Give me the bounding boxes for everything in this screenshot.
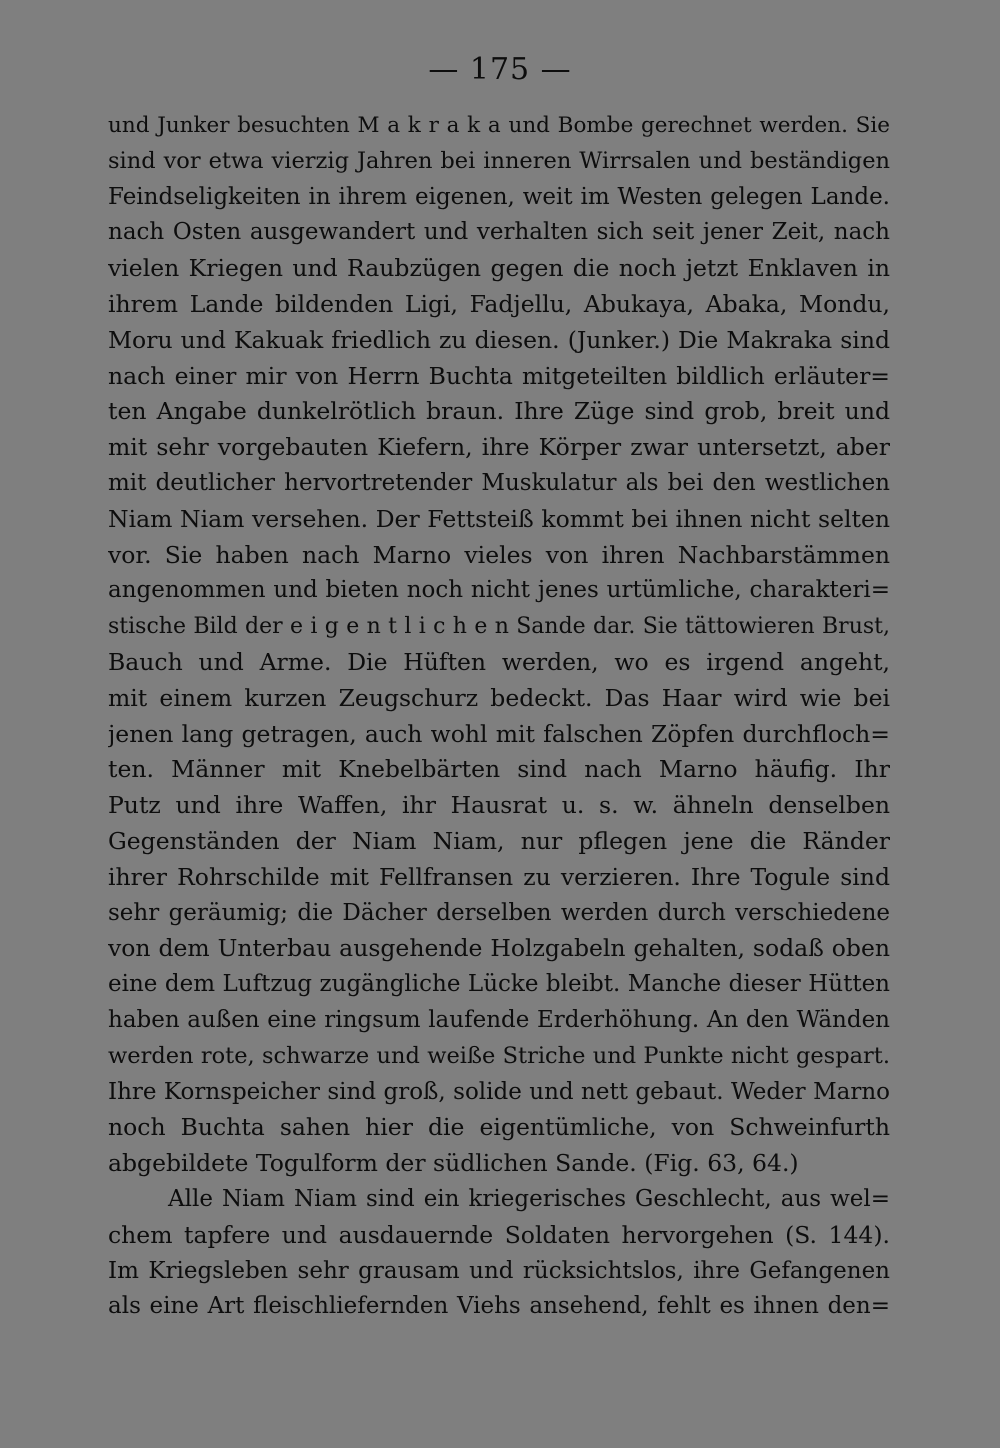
text-line: nach Osten ausgewandert und verhalten sich seit jener Zeit, nach (108, 219, 890, 246)
text-line: werden rote, schwarze und weiße Striche und Punkte nicht gespart. (108, 1042, 890, 1069)
text-line: Bauch und Arme. Die Hüften werden, wo es irgend angeht, (108, 647, 890, 676)
text-line: Gegenständen der Niam Niam, nur pflegen jene die Ränder (108, 826, 890, 855)
text-line: als eine Art fleischliefernden Viehs ansehend, fehlt es ihnen den= (108, 1293, 890, 1320)
text-line: angenommen und bieten noch nicht jenes urtümliche, charakteri= (108, 577, 890, 604)
text-line: vor. Sie haben nach Marno vieles von ihren Nachbarstämmen (108, 540, 890, 569)
text-line: sind vor etwa vierzig Jahren bei inneren Wirrsalen und beständigen (108, 147, 890, 174)
text-line: Putz und ihre Waffen, ihr Hausrat u. s. w. ähneln denselben (108, 791, 890, 820)
text-line: Niam Niam versehen. Der Fettsteiß kommt bei ihnen nicht selten (108, 504, 890, 533)
text-line: nach einer mir von Herrn Buchta mitgeteilten bildlich erläuter= (108, 361, 890, 390)
body-text (108, 108, 890, 1325)
text-line: Feindseligkeiten in ihrem eigenen, weit im Westen gelegen Lande. (108, 183, 890, 210)
text-line: ihrem Lande bildenden Ligi, Fadjellu, Abukaya, Abaka, Mondu, (108, 289, 890, 318)
text-line: noch Buchta sahen hier die eigentümliche, von Schweinfurth (108, 1113, 890, 1142)
text-line: mit deutlicher hervortretender Muskulatur als bei den westlichen (108, 469, 890, 496)
text-line: und Junker besuchten M a k r a k a und Bombe gerechnet werden. Sie (108, 113, 890, 138)
text-line: ten Angabe dunkelrötlich braun. Ihre Züge sind grob, breit und (108, 397, 890, 426)
text-line: stische Bild der e i g e n t l i c h e n Sande dar. Sie tättowieren Brust, (108, 614, 890, 640)
text-line: Im Kriegsleben sehr grausam und rücksichtslos, ihre Gefangenen (108, 1257, 890, 1284)
text-line: sehr geräumig; die Dächer derselben werden durch verschiedene (108, 899, 890, 926)
text-line: von dem Unterbau ausgehende Holzgabeln gehalten, sodaß oben (108, 934, 890, 963)
text-line: ten. Männer mit Knebelbärten sind nach Marno häufig. Ihr (108, 755, 890, 784)
text-line: eine dem Luftzug zugängliche Lücke bleibt. Manche dieser Hütten (108, 971, 890, 998)
text-line: Ihre Kornspeicher sind groß, solide und nett gebaut. Weder Marno (108, 1078, 890, 1105)
text-line: ihrer Rohrschilde mit Fellfransen zu verzieren. Ihre Togule sind (108, 862, 890, 891)
text-line: vielen Kriegen und Raubzügen gegen die noch jetzt Enklaven in (108, 254, 890, 283)
paragraph-start-line: Alle Niam Niam sind ein kriegerisches Geschlecht, aus wel= (168, 1185, 890, 1212)
page-number: — 175 — (428, 52, 572, 87)
paragraph-end-line: abgebildete Togulform der südlichen Sande. (Fig. 63, 64.) (108, 1149, 799, 1178)
text-line: Moru und Kakuak friedlich zu diesen. (Junker.) Die Makraka sind (108, 325, 890, 354)
text-line: jenen lang getragen, auch wohl mit falschen Zöpfen durchfloch= (108, 719, 890, 748)
text-line: mit einem kurzen Zeugschurz bedeckt. Das Haar wird wie bei (108, 683, 890, 712)
text-line: haben außen eine ringsum laufende Erderhöhung. An den Wänden (108, 1006, 890, 1033)
text-line: mit sehr vorgebauten Kiefern, ihre Körper zwar untersetzt, aber (108, 433, 890, 462)
text-line: chem tapfere und ausdauernde Soldaten hervorgehen (S. 144). (108, 1220, 890, 1249)
